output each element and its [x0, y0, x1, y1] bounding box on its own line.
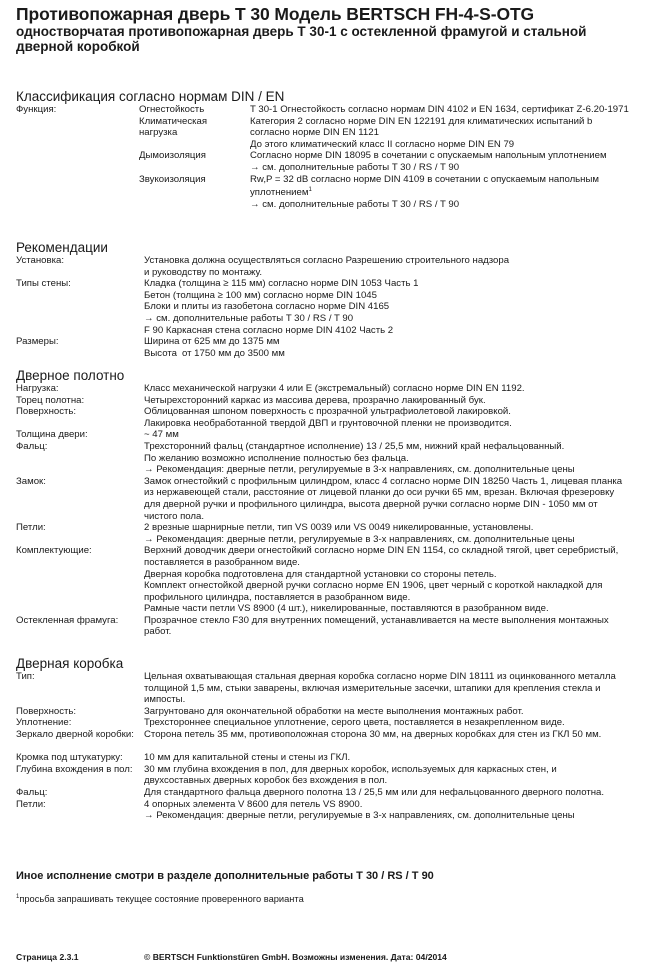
row-label: Зеркало дверной коробки:	[16, 728, 134, 740]
row-value	[144, 545, 646, 615]
value-line: Класс механической нагрузки 4 или E (экстремальный) согласно норме DIN EN 1192.	[144, 383, 525, 394]
row-label: Установка:	[16, 255, 65, 266]
dimension-range: от 1750 мм до 3500 мм	[182, 347, 285, 359]
row-value	[144, 278, 646, 336]
value-line: толщиной 1,5 мм, стыки заварены, включая измерительные засечки, штапики для крепления стекла и	[144, 682, 601, 694]
value-line: Кладка (толщина ≥ 115 мм) согласно норме DIN 1053 Часть 1	[144, 278, 419, 290]
spec-row	[16, 406, 646, 429]
row-value	[144, 336, 646, 359]
spec-row	[16, 476, 646, 522]
row-label: Торец полотна:	[16, 394, 85, 406]
spec-row	[16, 441, 646, 476]
section-title-door-leaf: Дверное полотно	[16, 368, 125, 383]
section-title-recommendations: Рекомендации	[16, 240, 108, 255]
row-label: Замок:	[16, 475, 46, 487]
document-subtitle: одностворчатая противопожарная дверь T 30-1 с остекленной фрамугой и стальной дверной коробкой	[16, 24, 587, 54]
footnote	[16, 894, 304, 904]
classification-row	[16, 116, 646, 151]
value-line: чистого пола.	[144, 510, 204, 522]
spec-row	[16, 752, 646, 764]
row-label: Функция:	[16, 104, 57, 115]
row-value	[250, 174, 646, 211]
value-line: Согласно норме DIN 18095 в сочетании с опускаемым напольным уплотнением	[250, 150, 607, 162]
value-line: Прозрачное стекло F30 для внутренних помещений, устанавливается на месте выполнения монтажных	[144, 614, 609, 626]
value-line: → Рекомендация: дверные петли, регулируемые в 3-х направлениях, см. дополнительные цены	[144, 533, 575, 545]
value-line: Комплект огнестойкой дверной ручки согласно норме EN 1906, цвет черный с короткой накладкой для	[144, 580, 603, 592]
classification-row	[16, 174, 646, 211]
row-value	[144, 395, 646, 407]
row-value	[250, 104, 646, 116]
row-label: Поверхность:	[16, 406, 77, 418]
page-number: Страница 2.3.1	[16, 952, 79, 962]
dimension-name: Высота	[144, 347, 177, 359]
row-value	[144, 476, 646, 522]
row-sublabel: Климатическая нагрузка	[139, 115, 208, 139]
value-line: F 90 Каркасная стена согласно норме DIN 4102 Часть 2	[144, 324, 394, 336]
value-line: 30 мм глубина вхождения в пол, для дверных коробок, используемых для каркасных стен, и	[144, 763, 557, 775]
value-line: → см. дополнительные работы T 30 / RS / T 90	[144, 312, 354, 324]
row-sublabel: Дымоизоляция	[139, 150, 206, 162]
value-line: и руководству по монтажу.	[144, 266, 263, 278]
spec-row	[16, 545, 646, 615]
value-line	[144, 336, 646, 348]
value-line: Дверная коробка подготовлена для стандартной установки со стороны петель.	[144, 568, 497, 580]
row-value	[250, 116, 646, 151]
door-leaf-section	[16, 383, 646, 638]
row-value	[144, 752, 646, 764]
row-value	[144, 717, 646, 729]
row-label: Тип:	[16, 671, 35, 682]
row-label: Уплотнение:	[16, 717, 72, 729]
row-sublabel: Звукоизоляция	[139, 173, 206, 185]
recommendations-section	[16, 255, 646, 359]
row-label: Глубина вхождения в пол:	[16, 763, 133, 775]
row-label: Размеры:	[16, 336, 59, 348]
row-label: Кромка под штукатурку:	[16, 752, 123, 764]
footnote-mark: 1	[308, 187, 312, 194]
value-line: Установка должна осуществляться согласно Разрешению строительного надзора	[144, 255, 510, 266]
section-title-classification: Классификация согласно нормам DIN / EN	[16, 89, 285, 104]
row-value	[144, 787, 646, 799]
value-line: 4 опорных элемента V 8600 для петель VS 8900.	[144, 798, 363, 810]
row-label: Петли:	[16, 798, 46, 810]
row-label: Остекленная фрамуга:	[16, 614, 119, 626]
value-line: Трехсторонний фальц (стандартное исполнение) 13 / 25,5 мм, нижний край нефальцованный.	[144, 440, 565, 452]
value-line: поставляется в разобранном виде.	[144, 556, 300, 568]
spec-row	[16, 717, 646, 729]
footnote-text: просьба запрашивать текущее состояние проверенного варианта	[19, 894, 304, 905]
row-label: Комплектующие:	[16, 545, 92, 557]
row-value	[144, 729, 646, 752]
value-line: Для стандартного фальца дверного полотна 13 / 25,5 мм или для нефальцованного дверного полотна.	[144, 786, 605, 798]
row-value	[144, 615, 646, 638]
value-line: ~ 47 мм	[144, 429, 179, 441]
dimension-name: Ширина	[144, 336, 180, 348]
spec-row	[16, 706, 646, 718]
spec-row	[16, 278, 646, 336]
value-line: Цельная охватывающая стальная дверная коробка согласно норме DIN 18111 из оцинкованного металла	[144, 671, 616, 682]
row-value	[144, 799, 646, 822]
row-label: Фальц:	[16, 440, 48, 452]
value-line: Замок огнестойкий с профильным цилиндром, класс 4 согласно норме DIN 18250 Часть 1, лицевая планка	[144, 475, 623, 487]
classification-section	[16, 104, 646, 211]
value-line: 10 мм для капитальной стены и стены из ГКЛ.	[144, 752, 351, 764]
value-line: T 30-1 Огнестойкость согласно нормам DIN 4102 и EN 1634, сертификат Z-6.20-1971	[250, 104, 629, 115]
value-line: → Рекомендация: дверные петли, регулируемые в 3-х направлениях, см. дополнительные цены	[144, 464, 575, 476]
section-title-door-frame: Дверная коробка	[16, 656, 124, 671]
spec-row	[16, 787, 646, 799]
value-line: профильного цилиндра, поставляется в разобранном виде.	[144, 591, 411, 603]
row-value	[144, 255, 646, 278]
row-label: Нагрузка:	[16, 383, 59, 394]
document-title: Противопожарная дверь T 30 Модель BERTSCH FH-4-S-OTG	[16, 4, 535, 24]
value-line: Бетон (толщина ≥ 100 мм) согласно норме DIN 1045	[144, 289, 377, 301]
value-line: работ.	[144, 626, 172, 638]
row-value	[144, 441, 646, 476]
value-line: До этого климатический класс II согласно норме DIN EN 79	[250, 138, 515, 150]
spec-row	[16, 729, 646, 752]
value-line: Блоки и плиты из газобетона согласно норме DIN 4165	[144, 301, 390, 313]
row-value	[144, 706, 646, 718]
value-line: уплотнением$^1$	[250, 187, 312, 199]
spec-row	[16, 336, 646, 359]
classification-row	[16, 150, 646, 173]
value-line: согласно норме DIN EN 1121	[250, 127, 379, 139]
spec-row	[16, 429, 646, 441]
value-line: Облицованная шпоном поверхность с прозрачной ультрафиолетовой лакировкой.	[144, 406, 511, 418]
value-line: двухсоставных дверных коробок без вхождения в пол.	[144, 775, 388, 787]
value-line: Категория 2 согласно норме DIN EN 122191 для климатических испытаний b	[250, 115, 593, 127]
row-value	[144, 429, 646, 441]
row-value	[144, 383, 646, 395]
value-line: Сторона петель 35 мм, противоположная сторона 30 мм, на дверных коробках для стен из ГКЛ 50 мм.	[144, 728, 602, 740]
spec-row	[16, 383, 646, 395]
value-line	[144, 741, 646, 753]
dimension-range: от 625 мм до 1375 мм	[182, 336, 280, 348]
spec-row	[16, 671, 646, 706]
row-label: Толщина двери:	[16, 429, 88, 441]
row-label: Поверхность:	[16, 705, 77, 717]
value-line: Rw,P = 32 dB согласно норме DIN 4109 в сочетании с опускаемым напольным	[250, 173, 599, 185]
row-value	[144, 671, 646, 706]
value-line: По желанию возможно исполнение полностью без фальца.	[144, 452, 409, 464]
value-line	[144, 348, 646, 360]
value-line: Рамные части петли VS 8900 (4 шт.), никелированные, поставляются в разобранном виде.	[144, 603, 549, 615]
spec-row	[16, 522, 646, 545]
value-line: Верхний доводчик двери огнестойкий согласно норме DIN EN 1154, со складной тягой, цвет серебристый,	[144, 545, 619, 557]
row-label: Фальц:	[16, 786, 48, 798]
value-line: Лакировка необработанной твердой ДВП и грунтовочной пленки не производится.	[144, 417, 512, 429]
row-label: Петли:	[16, 522, 46, 534]
row-value	[250, 150, 646, 173]
row-value	[144, 764, 646, 787]
value-line: Четырехсторонний каркас из массива дерева, прозрачно лакированный бук.	[144, 394, 486, 406]
row-value	[144, 406, 646, 429]
spec-row	[16, 764, 646, 787]
value-line: → Рекомендация: дверные петли, регулируемые в 3-х направлениях, см. дополнительные цены	[144, 810, 575, 822]
row-label: Типы стены:	[16, 278, 71, 290]
spec-row	[16, 395, 646, 407]
footnote-mark: 1	[16, 894, 20, 900]
row-value	[144, 522, 646, 545]
spec-row	[16, 615, 646, 638]
copyright: © BERTSCH Funktionstüren GmbH. Возможны изменения. Дата: 04/2014	[144, 952, 447, 962]
value-line: импосты.	[144, 694, 186, 706]
value-line: 2 врезные шарнирные петли, тип VS 0039 или VS 0049 никелированные, установлены.	[144, 522, 534, 534]
spec-row	[16, 799, 646, 822]
value-line: для дверной ручки и профильного цилиндра, высота дверной ручки согласно норме DIN - 1050 мм от	[144, 498, 598, 510]
door-frame-section	[16, 671, 646, 822]
value-line: → см. дополнительные работы T 30 / RS / T 90	[250, 161, 460, 173]
row-sublabel: Огнестойкость	[139, 104, 205, 115]
value-line: Загрунтовано для окончательной обработки на месте выполнения монтажных работ.	[144, 705, 524, 717]
classification-row	[16, 104, 646, 116]
alternative-execution-note: Иное исполнение смотри в разделе дополнительные работы T 30 / RS / T 90	[16, 870, 434, 882]
value-line: Трехстороннее специальное уплотнение, серого цвета, поставляется в незакрепленном виде.	[144, 717, 565, 729]
value-line: → см. дополнительные работы T 30 / RS / T 90	[250, 198, 460, 210]
spec-row	[16, 255, 646, 278]
value-line: из нержавеющей стали, расстояние от лицевой планки до оси ручки 65 мм, врезан. Включая фрезеровку	[144, 487, 615, 499]
